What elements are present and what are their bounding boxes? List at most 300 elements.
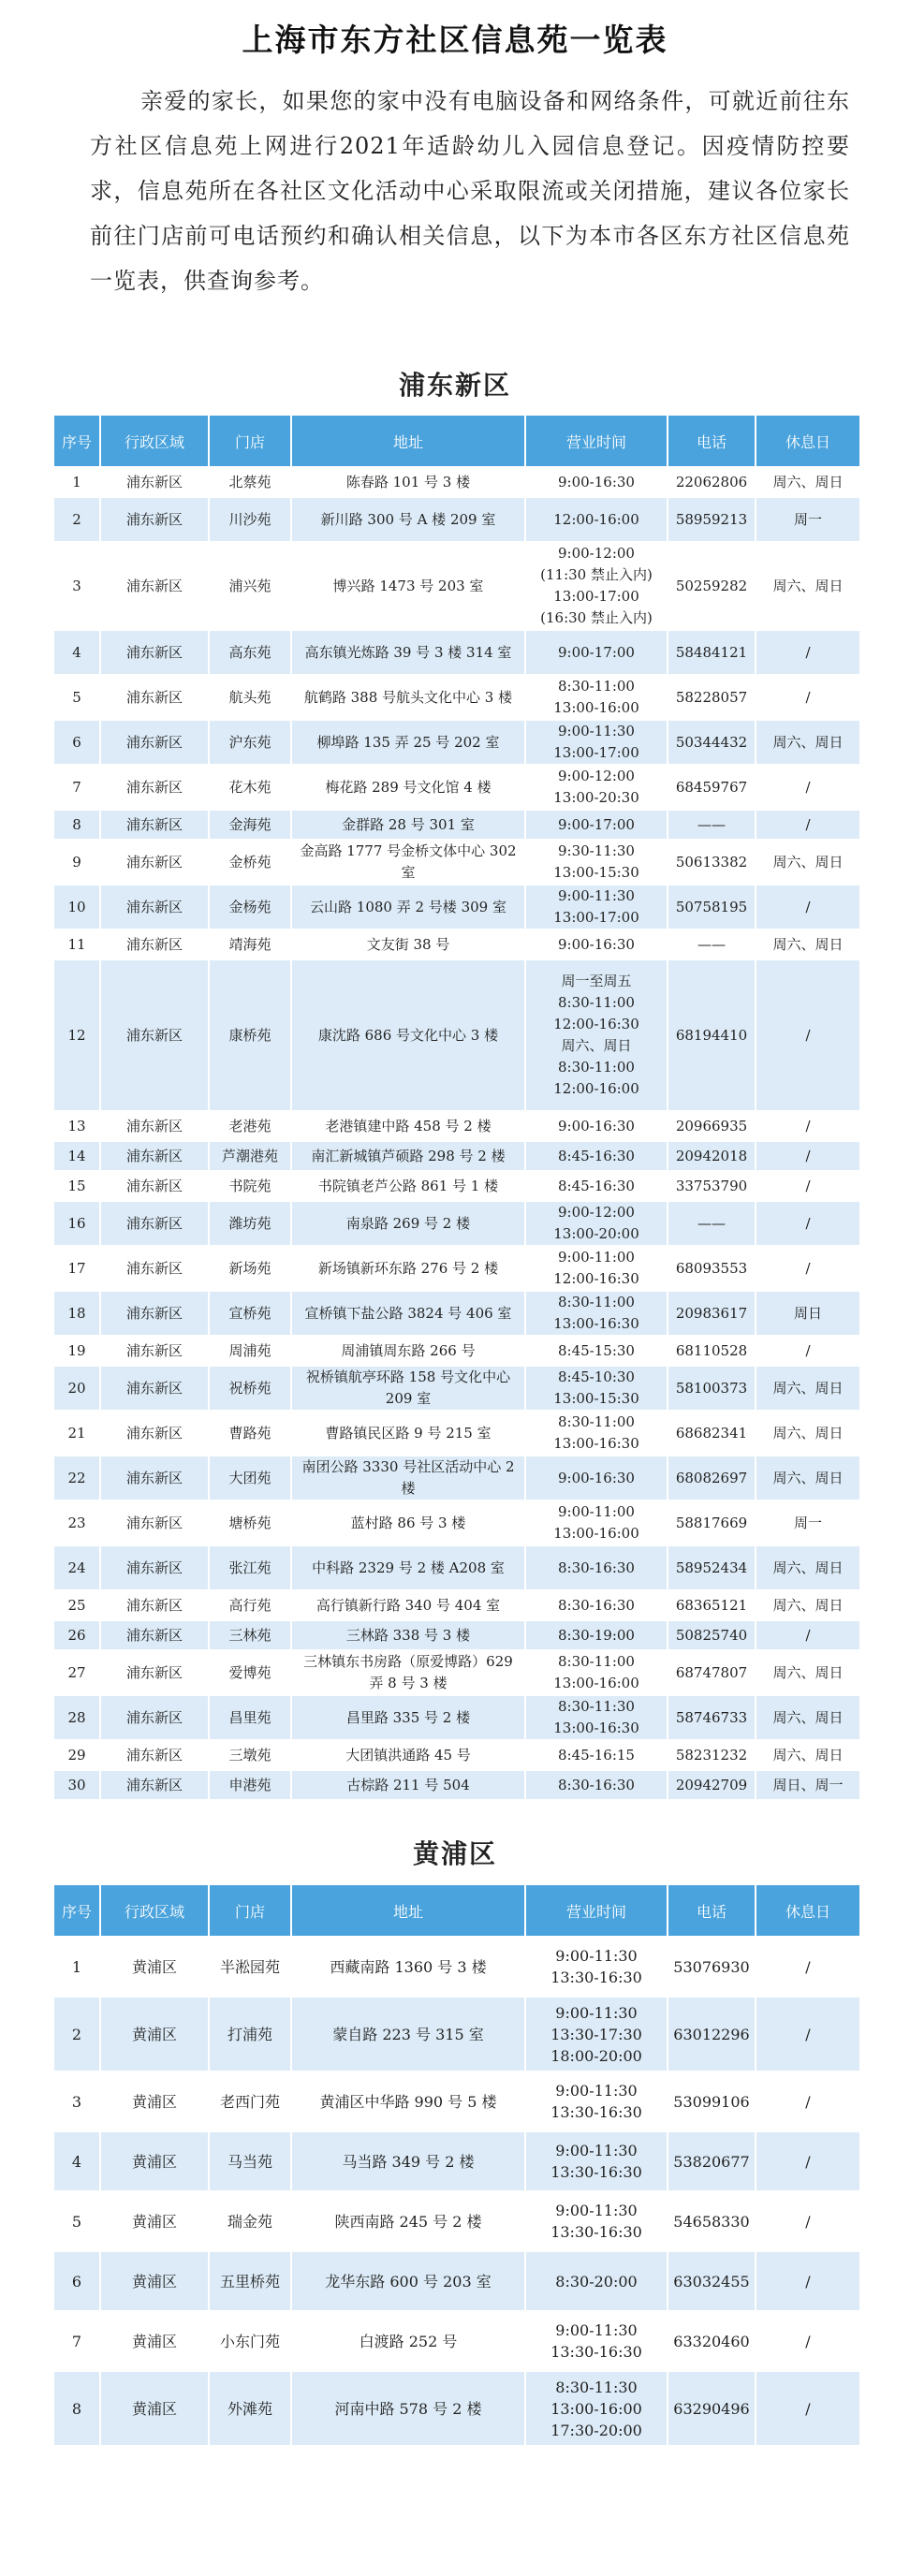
cell-district-line: 浦东新区 (125, 1424, 183, 1442)
cell-no (54, 721, 99, 764)
cell-address (292, 1591, 524, 1619)
cell-no-line: 8 (72, 815, 81, 833)
cell-no-line: 24 (67, 1559, 86, 1576)
cell-store (210, 1696, 290, 1739)
cell-address-line: 航鹤路 388 号航头文化中心 3 楼 (303, 688, 513, 706)
cell-phone-line: 58484121 (675, 643, 748, 661)
cell-district-line: 浦东新区 (125, 643, 183, 661)
cell-no-line: 15 (67, 1177, 86, 1194)
cell-address (292, 2252, 524, 2310)
cell-hours (526, 1202, 667, 1245)
cell-address (292, 1741, 524, 1769)
cell-district (101, 721, 208, 764)
cell-address-line: 陕西南路 245 号 2 楼 (334, 2212, 482, 2231)
cell-rest-day (756, 1172, 859, 1200)
cell-address-line: 大团镇洪通路 45 号 (345, 1746, 471, 1764)
table-row (54, 1412, 859, 1455)
cell-district (101, 2252, 208, 2310)
cell-district-line: 黄浦区 (131, 1957, 177, 1976)
cell-district (101, 498, 208, 541)
cell-phone-line: 68365121 (675, 1596, 748, 1614)
cell-no-line: 29 (67, 1746, 86, 1764)
cell-hours (526, 1456, 667, 1500)
cell-store-line: 外滩苑 (227, 2399, 272, 2418)
cell-hours-line: 8:45-16:30 (558, 1177, 635, 1194)
cell-rest-day (756, 1501, 859, 1544)
cell-phone (668, 1771, 755, 1799)
cell-district (101, 1172, 208, 1200)
cell-rest-day-line: / (805, 1341, 811, 1359)
cell-hours (526, 1998, 667, 2071)
table-row (54, 1292, 859, 1335)
cell-phone (668, 498, 755, 541)
cell-no (54, 1771, 99, 1799)
cell-phone (668, 1172, 755, 1200)
cell-store-line: 宣桥苑 (228, 1304, 272, 1322)
table-row (54, 2372, 859, 2445)
cell-hours-line: 9:00-11:30 (558, 723, 635, 739)
cell-no (54, 2252, 99, 2310)
cell-phone-line: 54658330 (673, 2212, 750, 2231)
cell-store-line: 半淞园苑 (219, 1957, 280, 1976)
cell-phone (668, 1651, 755, 1694)
cell-no-line: 7 (72, 778, 81, 796)
cell-hours (526, 1292, 667, 1335)
cell-address-line: 陈春路 101 号 3 楼 (345, 473, 471, 490)
cell-hours-line: 8:30-20:00 (555, 2272, 638, 2291)
cell-hours-line: 12:00-16:00 (553, 1080, 639, 1097)
cell-rest-day-line: / (805, 2272, 811, 2291)
cell-address-line: 古棕路 211 号 504 (346, 1776, 470, 1793)
cell-no-line: 27 (67, 1663, 86, 1681)
cell-district-line: 浦东新区 (125, 1117, 183, 1134)
cell-store (210, 1247, 290, 1290)
table-row (54, 1202, 859, 1245)
table-row (54, 1771, 859, 1799)
cell-address-line: 新川路 300 号 A 楼 209 室 (320, 510, 496, 528)
cell-address-line: 蓝村路 86 号 3 楼 (350, 1514, 466, 1531)
cell-store-line: 申港苑 (228, 1776, 272, 1793)
cell-phone-line: —— (697, 1214, 726, 1232)
cell-rest-day (756, 2132, 859, 2190)
cell-no-line: 6 (71, 2272, 82, 2291)
cell-no-line: 2 (71, 2025, 82, 2043)
cell-phone (668, 1938, 755, 1996)
cell-no-line: 21 (67, 1424, 86, 1442)
cell-rest-day (756, 2372, 859, 2445)
cell-district-line: 浦东新区 (125, 1147, 183, 1164)
table-row (54, 1247, 859, 1290)
cell-store-line: 花木苑 (228, 778, 272, 796)
cell-phone (668, 1112, 755, 1140)
cell-phone-line: 50344432 (675, 733, 748, 751)
cell-store-line: 瑞金苑 (227, 2212, 272, 2231)
cell-rest-day-line: / (805, 1259, 811, 1277)
cell-phone-line: 33753790 (675, 1177, 748, 1194)
cell-rest-day (756, 1741, 859, 1769)
cell-hours-line: 13:00-16:30 (553, 1720, 639, 1736)
cell-district (101, 1651, 208, 1694)
cell-no-line: 25 (67, 1596, 86, 1614)
cell-address (292, 1998, 524, 2071)
table-row (54, 1142, 859, 1170)
cell-store (210, 1337, 290, 1365)
cell-no-line: 4 (72, 643, 81, 661)
cell-store (210, 1741, 290, 1769)
cell-district-line: 浦东新区 (125, 1514, 183, 1531)
cell-rest-day (756, 766, 859, 809)
cell-no-line: 18 (67, 1304, 86, 1322)
header-phone: 电话 (668, 416, 755, 466)
cell-hours (526, 1696, 667, 1739)
cell-hours-line: 9:00-11:30 (555, 2321, 638, 2339)
cell-store-line: 金海苑 (228, 815, 272, 833)
cell-hours-line: 9:00-11:30 (555, 1947, 638, 1965)
cell-address (292, 1651, 524, 1694)
cell-district-line: 黄浦区 (131, 2332, 177, 2350)
cell-no (54, 811, 99, 839)
cell-store-line: 塘桥苑 (228, 1514, 272, 1531)
cell-no-line: 5 (72, 688, 81, 706)
cell-hours (526, 930, 667, 959)
cell-district (101, 1202, 208, 1245)
cell-hours-line: 8:45-16:15 (558, 1746, 635, 1764)
cell-store-line: 潍坊苑 (228, 1214, 272, 1232)
cell-hours (526, 1172, 667, 1200)
cell-store (210, 1142, 290, 1170)
cell-store-line: 曹路苑 (228, 1424, 272, 1442)
cell-rest-day (756, 960, 859, 1110)
cell-rest-day-line: / (805, 1147, 811, 1164)
cell-district (101, 1546, 208, 1589)
cell-address (292, 766, 524, 809)
cell-district (101, 886, 208, 929)
cell-no-line: 23 (67, 1514, 86, 1531)
table-row (54, 1546, 859, 1589)
cell-address (292, 468, 524, 496)
cell-district (101, 1337, 208, 1365)
cell-hours-line: 9:30-11:30 (558, 842, 635, 859)
cell-address (292, 2372, 524, 2445)
cell-hours (526, 543, 667, 629)
cell-rest-day (756, 811, 859, 839)
cell-hours-line: 9:00-16:30 (558, 935, 635, 953)
cell-rest-day (756, 631, 859, 674)
cell-district (101, 676, 208, 719)
cell-store-line: 北蔡苑 (228, 473, 272, 490)
cell-district (101, 930, 208, 959)
table-header-row (54, 416, 859, 466)
cell-address-line: 龙华东路 600 号 203 室 (325, 2272, 492, 2291)
table-row (54, 676, 859, 719)
cell-hours-line: 13:00-15:30 (553, 1390, 639, 1407)
cell-no-line: 16 (67, 1214, 86, 1232)
cell-district-line: 浦东新区 (125, 1626, 183, 1644)
cell-rest-day-line: 周六、周日 (772, 1379, 844, 1397)
cell-hours (526, 2072, 667, 2130)
cell-phone (668, 2072, 755, 2130)
cell-rest-day-line: / (805, 1177, 811, 1194)
cell-store (210, 1771, 290, 1799)
cell-hours-line: 13:00-17:00 (553, 588, 639, 605)
cell-store (210, 1367, 290, 1410)
cell-store (210, 2312, 290, 2370)
cell-store-line: 三林苑 (228, 1626, 272, 1644)
cell-address (292, 1247, 524, 1290)
cell-no (54, 1938, 99, 1996)
cell-rest-day-line: 周六、周日 (772, 733, 844, 751)
cell-district-line: 浦东新区 (125, 1596, 183, 1614)
cell-address-line: 新场镇新环东路 276 号 2 楼 (317, 1259, 499, 1277)
cell-phone-line: 50613382 (675, 853, 748, 871)
cell-rest-day (756, 2192, 859, 2250)
cell-hours (526, 676, 667, 719)
cell-rest-day (756, 1247, 859, 1290)
table-row (54, 468, 859, 496)
cell-district (101, 1998, 208, 2071)
cell-no-line: 8 (71, 2399, 82, 2418)
cell-hours-line: 13:00-17:00 (553, 744, 639, 761)
cell-rest-day (756, 1621, 859, 1649)
cell-hours (526, 468, 667, 496)
cell-store (210, 886, 290, 929)
cell-phone (668, 468, 755, 496)
cell-hours-line: 9:00-11:00 (558, 1503, 635, 1520)
cell-district (101, 1741, 208, 1769)
cell-hours (526, 2132, 667, 2190)
cell-rest-day-line: 周六、周日 (772, 1663, 844, 1681)
cell-no (54, 2132, 99, 2190)
cell-no (54, 1112, 99, 1140)
cell-address-line: 三林镇东书房路（原爱博路）629 弄 8 号 3 楼 (303, 1653, 513, 1691)
header-hours: 营业时间 (526, 416, 667, 466)
cell-phone (668, 960, 755, 1110)
cell-rest-day (756, 1112, 859, 1140)
cell-district-line: 浦东新区 (125, 778, 183, 796)
cell-hours-line: 9:00-17:00 (558, 815, 635, 833)
cell-hours-line: 周一至周五 (561, 973, 632, 989)
cell-phone-line: 53099106 (673, 2092, 750, 2111)
cell-store-line: 祝桥苑 (228, 1379, 272, 1397)
cell-store (210, 1172, 290, 1200)
cell-district-line: 黄浦区 (131, 2399, 177, 2418)
cell-hours-line: 13:30-16:30 (550, 2343, 642, 2361)
table-row (54, 1112, 859, 1140)
cell-no (54, 1591, 99, 1619)
cell-rest-day-line: 周六、周日 (772, 1424, 844, 1442)
cell-no (54, 1501, 99, 1544)
cell-store-line: 昌里苑 (228, 1708, 272, 1726)
cell-address-line: 南汇新城镇芦硕路 298 号 2 楼 (311, 1147, 506, 1164)
cell-phone (668, 1456, 755, 1500)
cell-hours-line: 9:00-17:00 (558, 643, 635, 661)
table-row (54, 2192, 859, 2250)
cell-phone (668, 543, 755, 629)
cell-hours-line: 9:00-12:00 (558, 545, 635, 562)
cell-store-line: 老港苑 (228, 1117, 272, 1134)
cell-no-line: 3 (71, 2092, 82, 2111)
cell-district (101, 1501, 208, 1544)
cell-no-line: 9 (72, 853, 81, 871)
cell-address-line: 博兴路 1473 号 203 室 (332, 577, 484, 594)
cell-phone-line: 63012296 (673, 2025, 750, 2043)
cell-hours-line: 13:30-16:30 (550, 1969, 642, 1986)
store-table-pudong (52, 414, 861, 1801)
header-store: 门店 (210, 416, 290, 466)
cell-address-line: 书院镇老芦公路 861 号 1 楼 (317, 1177, 499, 1194)
cell-hours-line: 8:45-16:30 (558, 1147, 635, 1164)
cell-rest-day (756, 1142, 859, 1170)
cell-address (292, 1501, 524, 1544)
cell-store-line: 高行苑 (228, 1596, 272, 1614)
cell-address (292, 1412, 524, 1455)
cell-phone-line: 50259282 (675, 577, 748, 594)
header-phone: 电话 (668, 1885, 755, 1936)
header-no: 序号 (54, 1885, 99, 1936)
cell-address (292, 841, 524, 884)
cell-hours-line: 9:00-16:30 (558, 1469, 635, 1486)
cell-hours-line: 13:00-16:00 (553, 699, 639, 716)
cell-address (292, 1142, 524, 1170)
cell-hours (526, 1591, 667, 1619)
cell-rest-day (756, 1367, 859, 1410)
cell-rest-day (756, 676, 859, 719)
cell-address-line: 西藏南路 1360 号 3 楼 (330, 1957, 487, 1976)
cell-district (101, 2312, 208, 2370)
cell-store-line: 川沙苑 (228, 510, 272, 528)
cell-district (101, 1412, 208, 1455)
cell-district (101, 631, 208, 674)
cell-district-line: 浦东新区 (125, 1379, 183, 1397)
cell-phone-line: 22062806 (675, 473, 748, 490)
cell-rest-day (756, 1202, 859, 1245)
table-row (54, 1456, 859, 1500)
table-row (54, 766, 859, 809)
cell-hours-line: 13:00-16:00 (550, 2399, 642, 2418)
cell-rest-day (756, 930, 859, 959)
cell-address (292, 676, 524, 719)
cell-district (101, 1142, 208, 1170)
cell-rest-day (756, 1456, 859, 1500)
cell-phone-line: 68682341 (675, 1424, 748, 1442)
cell-rest-day-line: / (805, 2092, 811, 2111)
cell-district-line: 黄浦区 (131, 2272, 177, 2291)
cell-district (101, 2132, 208, 2190)
cell-hours (526, 1741, 667, 1769)
cell-hours-line: 8:30-16:30 (558, 1596, 635, 1614)
cell-store (210, 1202, 290, 1245)
table-row (54, 1591, 859, 1619)
cell-store (210, 1412, 290, 1455)
cell-address (292, 1771, 524, 1799)
cell-address-line: 柳埠路 135 弄 25 号 202 室 (316, 733, 500, 751)
cell-store (210, 543, 290, 629)
cell-district (101, 543, 208, 629)
cell-rest-day (756, 841, 859, 884)
cell-hours-line: 13:30-16:30 (550, 2223, 642, 2241)
cell-phone-line: 53820677 (673, 2152, 750, 2171)
cell-rest-day-line: / (805, 898, 811, 915)
cell-rest-day (756, 1591, 859, 1619)
cell-store (210, 766, 290, 809)
cell-hours-line: 13:30-16:30 (550, 2163, 642, 2181)
cell-rest-day-line: / (805, 1117, 811, 1134)
cell-no (54, 1998, 99, 2071)
cell-phone (668, 766, 755, 809)
cell-store (210, 1998, 290, 2071)
cell-hours (526, 498, 667, 541)
cell-store (210, 811, 290, 839)
cell-phone (668, 1621, 755, 1649)
cell-hours-line: 8:45-15:30 (558, 1341, 635, 1359)
cell-rest-day (756, 2072, 859, 2130)
cell-phone-line: 58959213 (675, 510, 748, 528)
cell-rest-day (756, 543, 859, 629)
header-rest-day: 休息日 (756, 1885, 859, 1936)
cell-district (101, 1112, 208, 1140)
cell-rest-day-line: 周六、周日 (772, 935, 844, 953)
cell-rest-day-line: 周六、周日 (772, 1469, 844, 1486)
cell-rest-day (756, 1292, 859, 1335)
intro-paragraph: 亲爱的家长，如果您的家中没有电脑设备和网络条件，可就近前往东方社区信息苑上网进行2021年适龄幼儿入园信息登记。因疫情防控要求，信息苑所在各社区文化活动中心采取限流或关闭措施，建议各位家长前往门店前可电话预约和确认相关信息，以下为本市各区东方社区信息苑一览表，供查询参考。 (90, 88, 850, 294)
cell-rest-day-line: / (805, 1214, 811, 1232)
header-store: 门店 (210, 1885, 290, 1936)
cell-rest-day-line: / (805, 2152, 811, 2171)
cell-hours-line: 13:00-20:00 (553, 1225, 639, 1242)
cell-district (101, 2372, 208, 2445)
table-row (54, 960, 859, 1110)
cell-district-line: 浦东新区 (125, 1214, 183, 1232)
cell-rest-day-line: / (805, 2332, 811, 2350)
cell-phone (668, 811, 755, 839)
cell-hours-line: 8:30-16:30 (558, 1776, 635, 1793)
cell-phone (668, 841, 755, 884)
cell-hours-line: 12:00-16:30 (553, 1270, 639, 1287)
cell-district-line: 浦东新区 (125, 1026, 183, 1044)
cell-hours-line: 13:00-20:30 (553, 789, 639, 806)
cell-store (210, 631, 290, 674)
cell-address-line: 曹路镇民区路 9 号 215 室 (325, 1424, 492, 1442)
cell-no (54, 1142, 99, 1170)
cell-hours-line: 12:00-16:30 (553, 1016, 639, 1032)
cell-no (54, 1292, 99, 1335)
cell-hours (526, 1938, 667, 1996)
cell-rest-day (756, 886, 859, 929)
cell-hours (526, 766, 667, 809)
cell-phone (668, 2252, 755, 2310)
cell-no (54, 2072, 99, 2130)
cell-hours-line: 9:00-12:00 (558, 1204, 635, 1221)
cell-rest-day-line: / (805, 1026, 811, 1044)
cell-district (101, 1367, 208, 1410)
table-row (54, 1651, 859, 1694)
cell-store-line: 芦潮港苑 (221, 1147, 278, 1164)
cell-rest-day-line: / (805, 778, 811, 796)
table-row (54, 1741, 859, 1769)
cell-no (54, 766, 99, 809)
cell-address-line: 云山路 1080 弄 2 号楼 309 室 (310, 898, 506, 915)
cell-no-line: 13 (67, 1117, 86, 1134)
cell-hours-line: 9:00-11:30 (555, 2003, 638, 2022)
cell-no-line: 20 (67, 1379, 86, 1397)
cell-store-line: 航头苑 (228, 688, 272, 706)
cell-district (101, 811, 208, 839)
cell-phone (668, 1367, 755, 1410)
header-no: 序号 (54, 416, 99, 466)
cell-hours (526, 1501, 667, 1544)
cell-district (101, 1621, 208, 1649)
cell-store-line: 三墩苑 (228, 1746, 272, 1764)
